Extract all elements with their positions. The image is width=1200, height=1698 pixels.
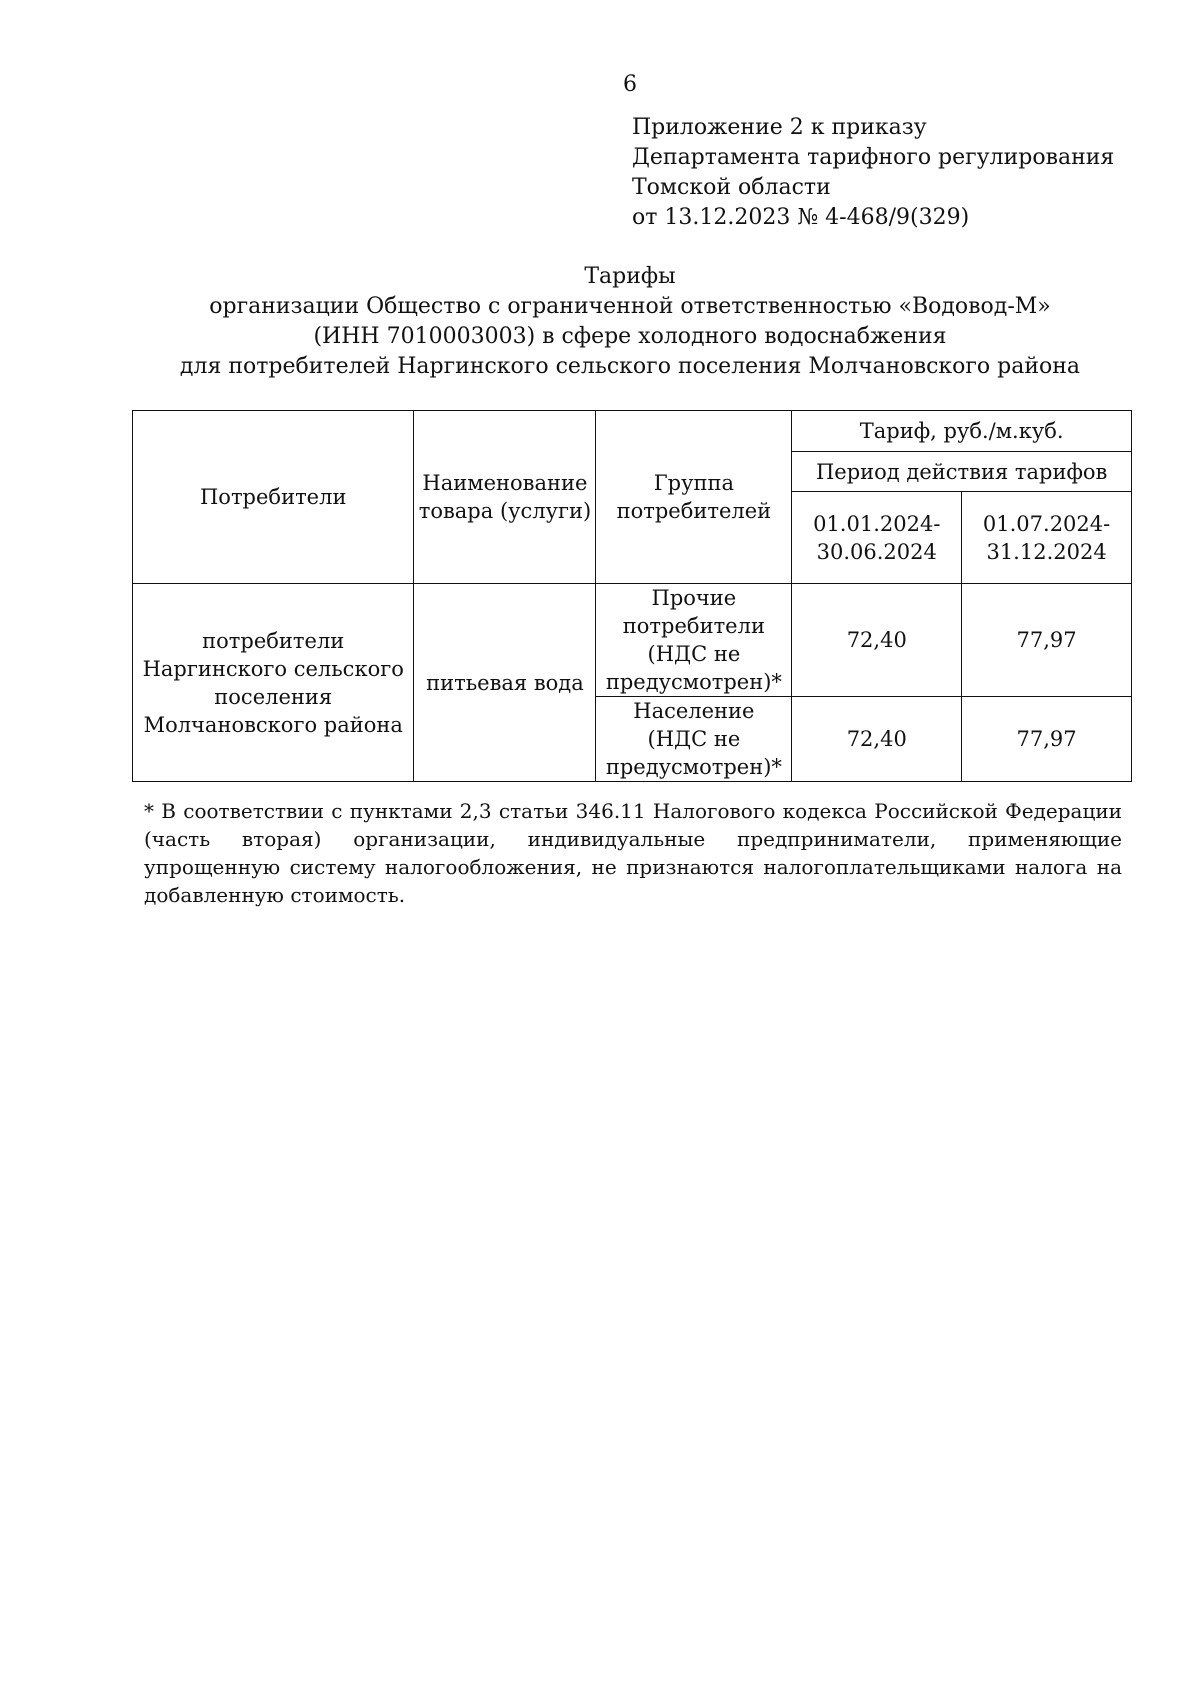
header-period-2: 01.07.2024-31.12.2024 — [962, 492, 1132, 584]
cell-group: Прочие потребители (НДС не предусмотрен)* — [596, 584, 792, 697]
table-header-row — [133, 411, 1132, 452]
cell-tariff-value: 77,97 — [962, 584, 1132, 697]
header-tariff: Тариф, руб./м.куб. — [792, 411, 1132, 452]
cell-group: Население (НДС не предусмотрен)* — [596, 697, 792, 782]
appendix-reference — [632, 113, 1114, 233]
header-group: Группа потребителей — [596, 411, 792, 584]
cell-tariff-value: 77,97 — [962, 697, 1132, 782]
title-line: для потребителей Наргинского сельского поселения Молчановского района — [179, 354, 1081, 379]
cell-consumers: потребители Наргинского сельского поселения Молчановского района — [133, 584, 414, 782]
title-line: Тарифы — [584, 264, 676, 289]
appendix-line: Приложение 2 к приказу — [632, 115, 927, 140]
cell-product: питьевая вода — [414, 584, 596, 782]
appendix-line: от 13.12.2023 № 4-468/9(329) — [632, 205, 970, 230]
cell-tariff-value: 72,40 — [792, 584, 962, 697]
header-period: Период действия тарифов — [792, 452, 1132, 492]
appendix-line: Томской области — [632, 175, 831, 200]
document-title — [0, 262, 1200, 382]
cell-tariff-value: 72,40 — [792, 697, 962, 782]
title-line: (ИНН 7010003003) в сфере холодного водоснабжения — [313, 324, 947, 349]
header-consumers: Потребители — [133, 411, 414, 584]
appendix-line: Департамента тарифного регулирования — [632, 145, 1115, 170]
table-row — [133, 584, 1132, 697]
footnote: * В соответствии с пунктами 2,3 статьи 346.11 Налогового кодекса Российской Федерации (часть вторая) организации, индивидуальные предприниматели, применяющие упрощенную систему налогообложения, не признаются налогоплательщиками налога на добавленную стоимость. — [144, 799, 1122, 907]
header-product: Наименование товара (услуги) — [414, 411, 596, 584]
page-number: 6 — [623, 72, 637, 97]
title-line: организации Общество с ограниченной ответственностью «Водовод-М» — [209, 294, 1051, 319]
tariff-table — [132, 410, 1132, 782]
header-period-1: 01.01.2024-30.06.2024 — [792, 492, 962, 584]
